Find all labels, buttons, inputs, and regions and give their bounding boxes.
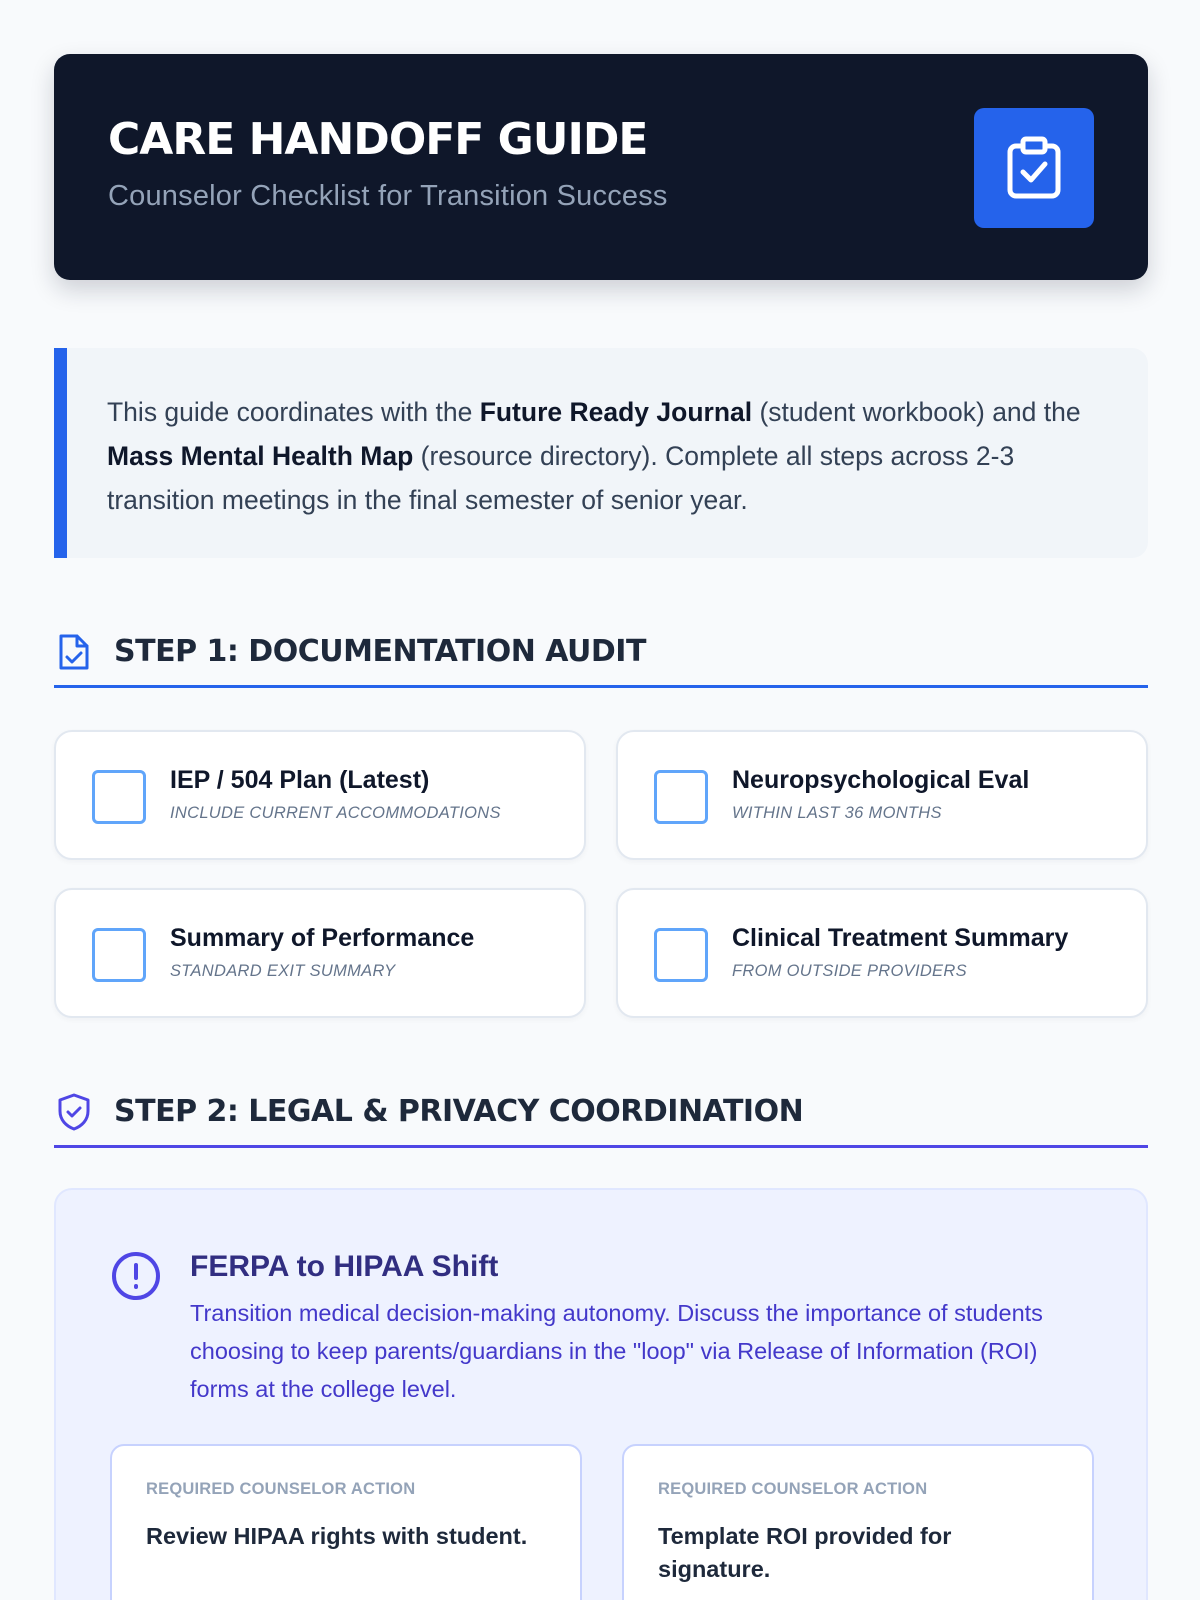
future-ready-journal-name: Future Ready Journal	[479, 397, 753, 427]
clipboard-check-icon	[1005, 136, 1063, 200]
checklist-label: Clinical Treatment Summary	[732, 924, 1069, 952]
checkbox[interactable]	[654, 928, 708, 982]
checkbox[interactable]	[92, 928, 146, 982]
checklist-item-summary-performance[interactable]	[54, 888, 586, 1018]
action-kicker: REQUIRED COUNSELOR ACTION	[146, 1480, 416, 1498]
action-kicker: REQUIRED COUNSELOR ACTION	[658, 1480, 928, 1498]
intro-text-1: This guide coordinates with the	[107, 397, 480, 427]
file-check-icon	[57, 632, 91, 672]
ferpa-panel	[54, 1188, 1148, 1600]
ferpa-description: Transition medical decision-making autonomy. Discuss the importance of students choosing to keep parents/guardians in the "loop" via Release of Information (ROI) forms at the college level.	[190, 1300, 1043, 1402]
checklist-item-neuropsych[interactable]	[616, 730, 1148, 860]
page-title: CARE HANDOFF GUIDE	[108, 114, 648, 165]
clipboard-badge	[974, 108, 1094, 228]
intro-text-3: (resource directory). Complete all steps across 2-3 transition meetings in the final semester of senior year.	[107, 441, 1015, 515]
action-text: Review HIPAA rights with student.	[146, 1523, 528, 1549]
step1-title: STEP 1: DOCUMENTATION AUDIT	[114, 634, 646, 669]
action-card-hipaa	[110, 1444, 582, 1600]
checklist-sublabel: INCLUDE CURRENT ACCOMMODATIONS	[170, 804, 501, 822]
checkbox[interactable]	[654, 770, 708, 824]
action-text: Template ROI provided for signature.	[658, 1523, 952, 1582]
step1-heading	[54, 618, 1148, 688]
intro-text-2: (student workbook) and the	[752, 397, 1081, 427]
shield-check-icon	[56, 1092, 92, 1132]
checklist-sublabel: FROM OUTSIDE PROVIDERS	[732, 962, 967, 980]
checkbox[interactable]	[92, 770, 146, 824]
checklist-sublabel: STANDARD EXIT SUMMARY	[170, 962, 396, 980]
checklist-item-clinical-summary[interactable]	[616, 888, 1148, 1018]
checklist-item-iep[interactable]	[54, 730, 586, 860]
step2-title: STEP 2: LEGAL & PRIVACY COORDINATION	[114, 1094, 804, 1129]
checklist-label: Neuropsychological Eval	[732, 766, 1030, 794]
action-card-roi	[622, 1444, 1094, 1600]
page-subtitle: Counselor Checklist for Transition Success	[108, 180, 668, 212]
mental-health-map-name: Mass Mental Health Map	[107, 441, 414, 471]
header-card	[54, 54, 1148, 280]
intro-callout	[54, 348, 1148, 558]
checklist-sublabel: WITHIN LAST 36 MONTHS	[732, 804, 942, 822]
step2-heading	[54, 1078, 1148, 1148]
ferpa-title: FERPA to HIPAA Shift	[190, 1250, 499, 1283]
alert-circle-icon	[110, 1250, 162, 1302]
checklist-label: IEP / 504 Plan (Latest)	[170, 766, 430, 794]
checklist-label: Summary of Performance	[170, 924, 475, 952]
